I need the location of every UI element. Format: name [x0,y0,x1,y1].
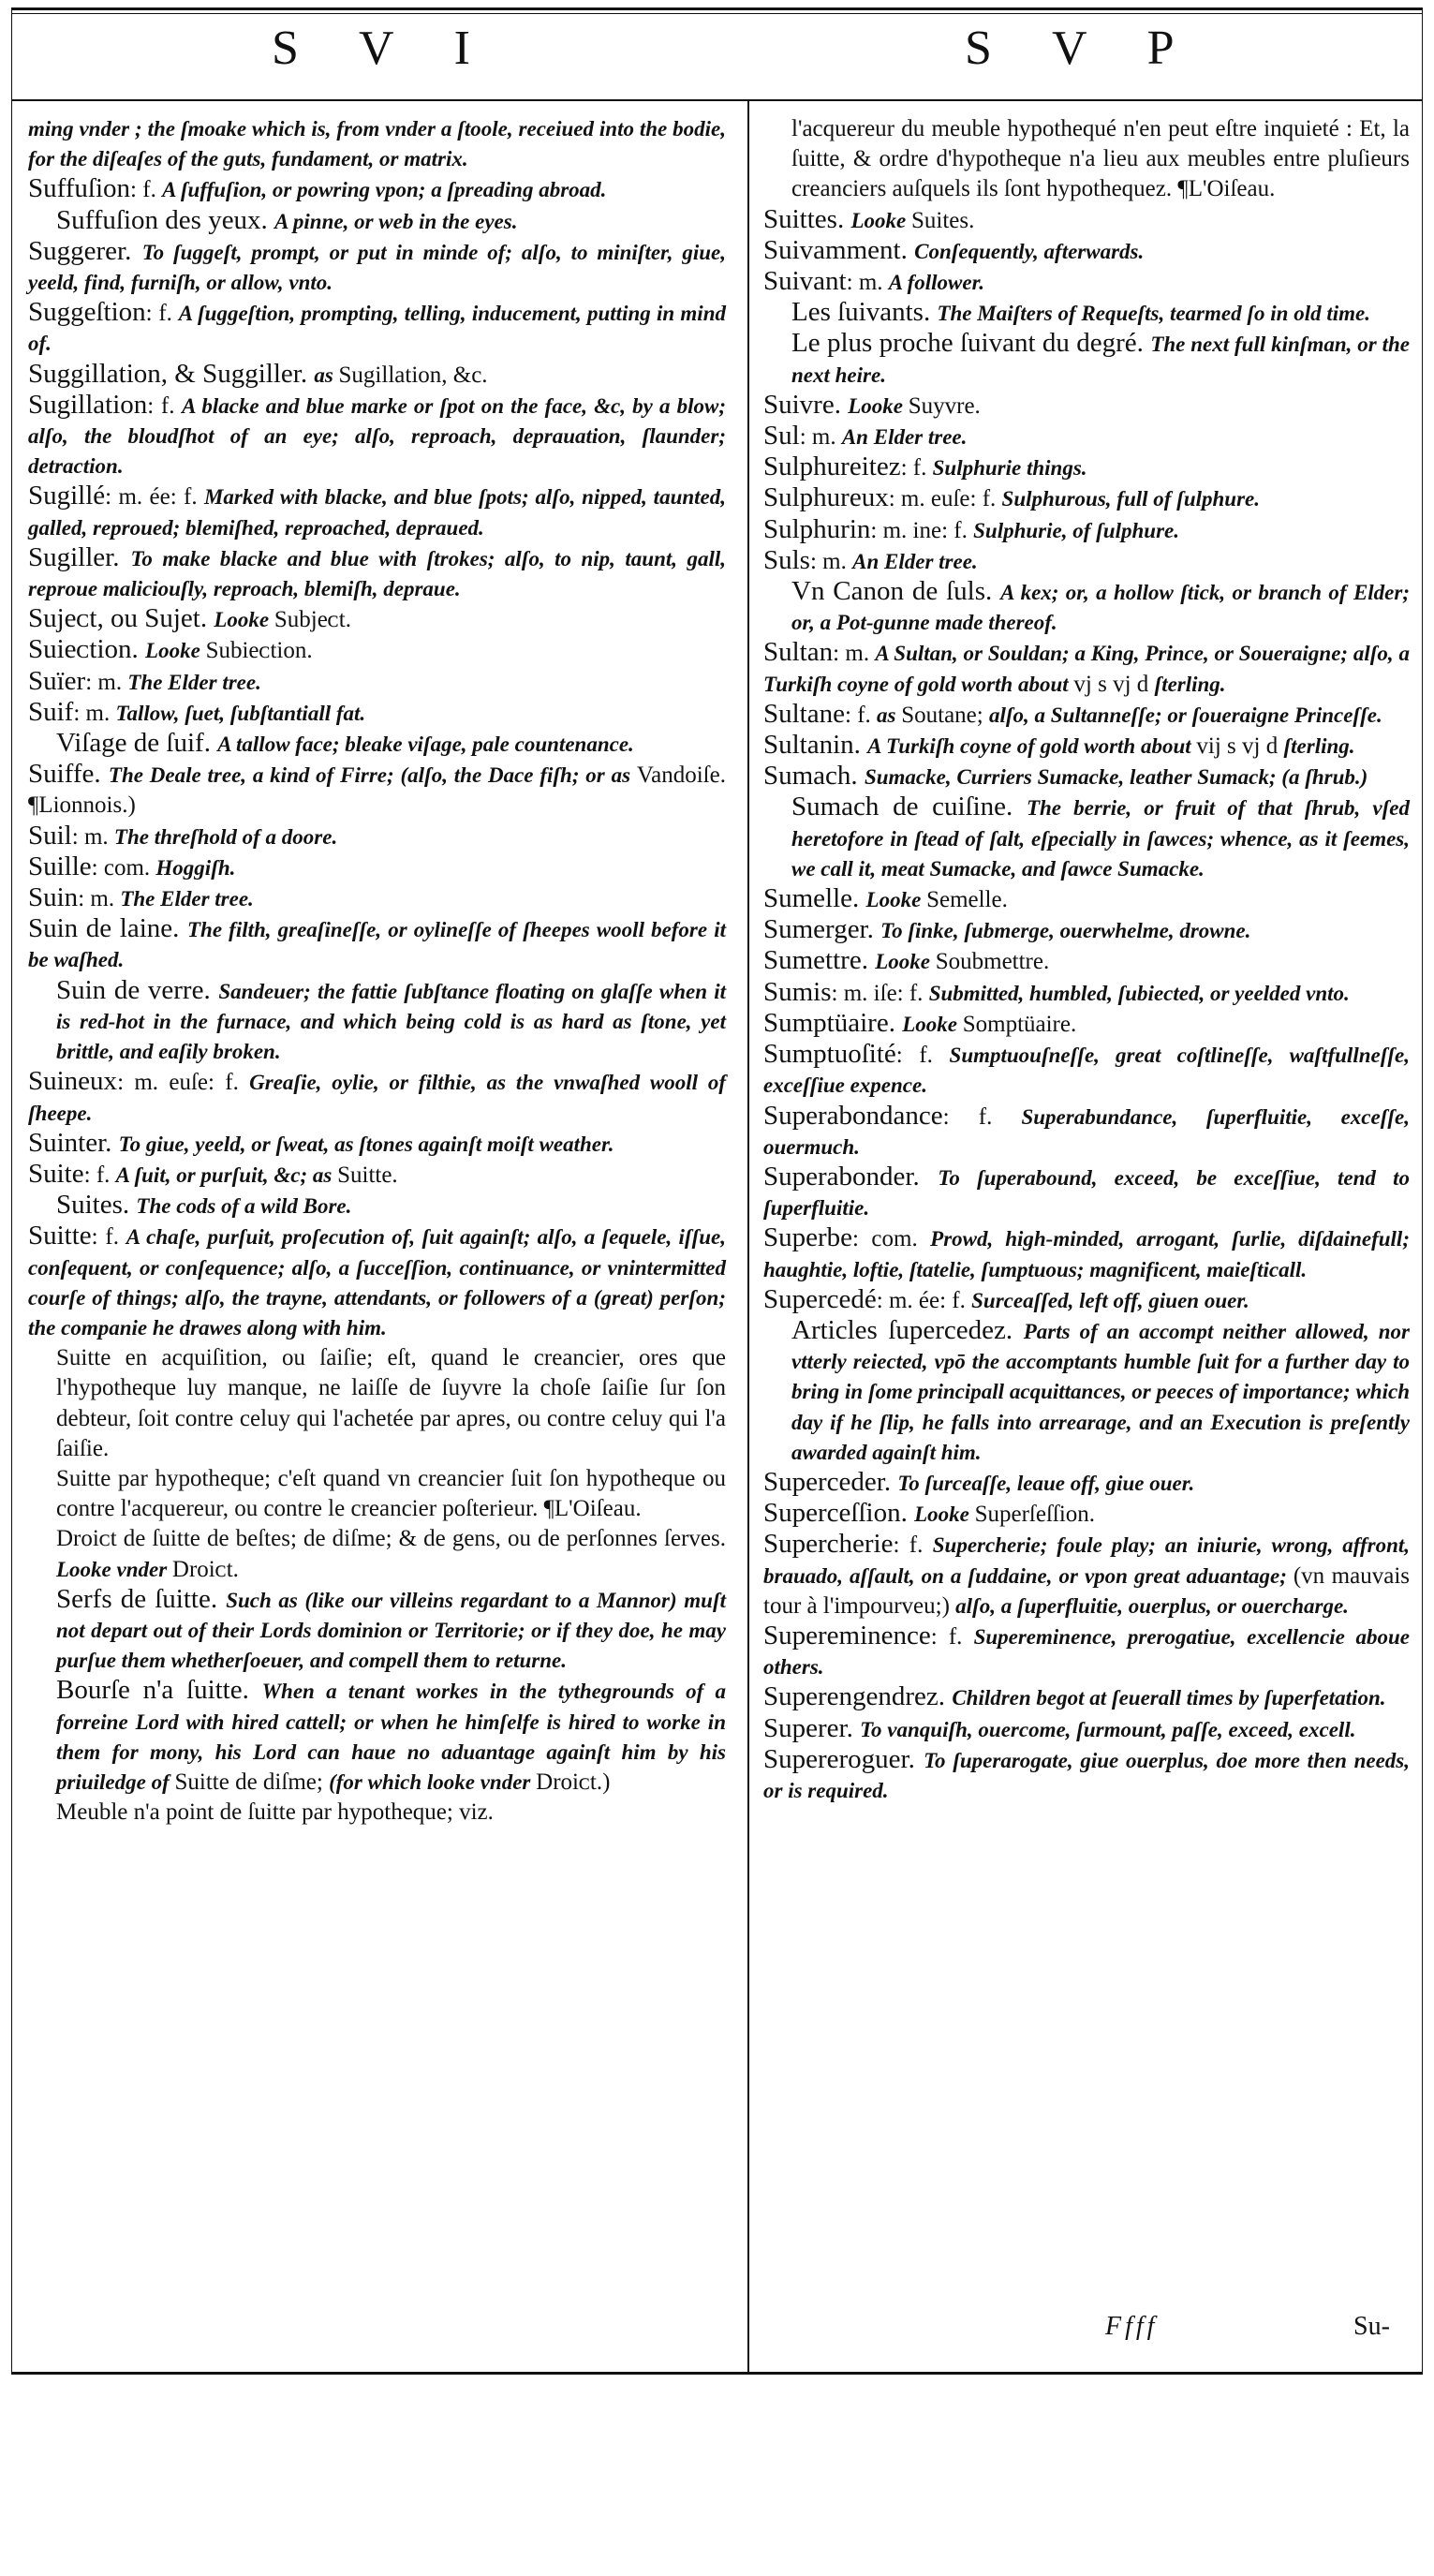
definition: Looke [865,888,927,912]
dictionary-entry [763,1682,1410,1713]
right-border [1422,7,1423,2372]
left-border [11,7,12,2372]
grammar-note: : m. [809,548,853,574]
definition: The Deale tree, a kind of Firre; (alſo, the Dace fiſh; or as [108,763,637,788]
definition: Looke [850,208,911,232]
definition: ſterling. [1283,734,1355,759]
french-text: Superſeſſion. [974,1502,1096,1528]
definition: To ſuperabound, exceed, be exceſſiue, tend to ſuperfluitie. [763,1165,1410,1221]
headword: Suites. [56,1190,137,1221]
dictionary-entry [28,174,726,205]
left-column [28,114,726,1828]
grammar-note: : f. [83,1162,116,1188]
headword: Sul [763,421,800,452]
headword: Sumptüaire. [763,1007,903,1038]
headword: Superabonder. [763,1161,939,1192]
definition: Sandeuer; the fattie ſubſtance floating on glaſſe when it is red-hot in the furnace, and which being cold is as hard as ſtone, yet brittle, and eaſily broken. [56,979,726,1064]
french-text: Sugillation, &c. [338,362,488,388]
headword: Suggeſtion [28,297,146,328]
definition: alſo, a Sultanneſſe; or ſoueraigne Princeſſe. [988,703,1382,727]
dictionary-entry [763,205,1410,236]
definition: A follower. [888,271,985,295]
definition: Supereminence, prerogatiue, excellencie aboue others. [763,1624,1410,1680]
definition: The threſhold of a doore. [113,824,338,849]
headword: Supercedé [763,1283,877,1314]
headword: Viſage de ſuif. [56,728,218,759]
headword: Suin de verre. [56,974,219,1005]
dictionary-entry [763,1316,1410,1468]
dictionary-entry [28,1343,726,1464]
definition: The next full kinſman, or the next heire. [791,333,1410,387]
dictionary-entry [763,114,1410,205]
definition: The Elder tree. [120,887,254,911]
right-column [763,114,1410,1806]
definition: A ſuggeſtion, prompting, telling, inducement, putting in mind of. [28,302,726,356]
definition: Sulphurie things. [932,456,1087,481]
grammar-note: : f. [900,455,933,481]
dictionary-entry [763,1223,1410,1284]
french-text: Suitte par hypotheque; c'eſt quand vn creancier ſuit ſon hypotheque ou contre l'acquereur, ou contre le creancier poſterieur. ¶L'Oiſeau. [56,1465,726,1522]
definition: A kex; or, a hollow ſtick, or branch of Elder; or, a Pot-gunne made thereof. [791,581,1410,635]
dictionary-entry [763,1162,1410,1223]
dictionary-entry [763,546,1410,577]
definition: ſterling. [1154,672,1226,696]
top-rule-thin [11,13,1423,14]
headword: Supereroguer. [763,1743,924,1774]
dictionary-entry [763,792,1410,884]
headword: Suiffe. [28,759,109,790]
french-text: Suitte. [337,1162,398,1188]
dictionary-entry [28,698,726,729]
french-text: Droiᴄt. [171,1556,239,1582]
definition: To make blacke and blue with ſtrokes; alſo, to nip, taunt, gall, reproue maliciouſly, reproach, blemiſh, depraue. [28,546,726,601]
definition: Such as (like our villeins regardant to a Mannor) muſt not depart out of their Lords dominion or Territorie; or if they doe, he may purſue them whetherſoeuer, and compell them to returne. [56,1588,727,1673]
dictionary-entry [763,483,1410,514]
definition: Looke [145,639,206,663]
headword: Sumettre. [763,945,876,976]
dictionary-entry [28,298,726,359]
definition: Looke [875,950,936,974]
definition: To vanquiſh, ouercome, ſurmount, paſſe, exceed, excell. [860,1717,1356,1741]
grammar-note: : m. [799,424,842,451]
definition: The berrie, or fruit of that ſhrub, vſed heretofore in ſtead of ſalt, eſpecially in ſawces; whence, as it ſeemes, we call it, meat Sumacke, and ſawce Sumacke. [791,796,1411,881]
dictionary-entry [763,1714,1410,1745]
headword: Sumerger. [763,914,881,945]
definition: as [314,363,339,387]
definition: ming vnder ; the ſmoake which is, from vnder a ſtoole, receiued into the bodie, for the diſeaſes of the guts, fundament, or matrix. [28,117,726,171]
dictionary-entry [28,237,726,298]
headword: Suls [763,544,810,575]
dictionary-entry [763,298,1410,329]
headword: Superceder. [763,1466,898,1497]
french-text: Meuble n'a point de ſuitte par hypotheque; viz. [56,1799,494,1826]
dictionary-entry [28,822,726,852]
definition: A ſuit, or purſuit, &c; as [115,1162,338,1187]
definition: A Turkiſh coyne of gold worth about [867,734,1197,759]
dictionary-entry [28,391,726,482]
dictionary-entry [763,1009,1410,1040]
french-text: Somptüaire. [962,1011,1077,1037]
french-text: Vandoiſe. ¶Lionnois.) [28,762,726,819]
dictionary-entry [763,1468,1410,1499]
signature-mark: Ffff [1105,2312,1159,2341]
definition: To ſuperarogate, giue ouerplus, doe more then needs, or is required. [763,1748,1410,1802]
headword: Sugiller. [28,541,131,572]
headword: Les ſuivants. [791,297,938,328]
dictionary-entry [28,667,726,698]
headword: Suieᴄtion. [28,634,146,665]
grammar-note: : m. ée: f. [105,484,204,511]
dictionary-entry [763,236,1410,267]
grammar-note: : m. [833,641,876,667]
french-text: Soutane; [901,702,989,728]
definition: Prowd, high-minded, arrogant, ſurlie, diſdainefull; haughtie, loftie, ſtatelie, ſumptuous; magnificent, maieſticall. [763,1227,1410,1281]
dictionary-entry [763,946,1410,977]
dictionary-entry [763,422,1410,452]
dictionary-entry [763,978,1410,1009]
definition: Parts of an accompt neither allowed, nor vtterly reiected, vpō the accomptants humble ſuit for a further day to bring in ſome principall acquittances, or peeces of importance; which day if he ſlip, he falls into arrearage, and an Execution is preſently awarded againſt him. [791,1319,1411,1464]
dictionary-entry [763,267,1410,298]
headword: Suivamment. [763,234,915,265]
dictionary-entry [28,1464,726,1524]
dictionary-entry [28,729,726,760]
headword: Sujeᴄt, ou Sujet. [28,603,214,634]
dictionary-entry [28,1160,726,1191]
headword: Suille [28,851,92,881]
headword: Le plus proche ſuivant du degré. [791,328,1151,359]
headword: Suin de laine. [28,913,187,944]
dictionary-entry [28,114,726,174]
french-text: Suitte de diſme; [174,1769,330,1795]
definition: Sulphurous, full of ſulphure. [1001,487,1261,511]
headword: Superceſſion. [763,1498,915,1529]
dictionary-entry [28,1067,726,1128]
running-head-left: S V I [272,22,495,75]
headword: Supereminence [763,1620,931,1651]
grammar-note: : m. iſe: f. [831,980,929,1006]
french-text: Droiᴄt.) [536,1769,611,1795]
headword: Sugillation [28,389,148,420]
definition: A blacke and blue marke or ſpot on the face, &c, by a blow; alſo, the bloudſhot of an eye; alſo, reproach, deprauation, ſlaunder; detraction. [28,393,726,479]
definition: A Sultan, or Souldan; a King, Prince, or Soueraigne; alſo, a Turkiſh coyne of gold worth about [763,642,1410,696]
headword: Suggillation, & Suggiller. [28,358,315,389]
headword: Suittes. [763,203,851,234]
headword: Sumach. [763,761,865,792]
dictionary-entry [28,1676,726,1798]
top-rule [11,7,1423,10]
grammar-note: : f. [845,702,878,728]
definition: Sumacke, Curriers Sumacke, leather Sumack; (a ſhrub.) [864,765,1368,790]
dictionary-entry [763,1530,1410,1621]
definition: Marked with blacke, and blue ſpots; alſo, nipped, taunted, galled, reproued; blemiſhed, reproached, depraued. [28,485,727,540]
grammar-note: : m. [78,886,121,912]
headword: Superabondance [763,1100,943,1131]
french-text: l'acquereur du meuble hypothequé n'en peut eſtre inquieté : Et, la ſuitte, & ordre d'hypotheque n'a lieu aux meubles entre pluſieurs creanciers auſquels ils ſont hypothequez. ¶L'Oiſeau. [791,116,1410,202]
headword: Suif [28,696,74,727]
dictionary-entry [28,604,726,635]
french-text: Suyvre. [908,392,981,419]
dictionary-entry [28,760,726,821]
headword: Sumptuoſité [763,1039,896,1070]
headword: Superengendrez. [763,1681,953,1712]
french-text: vij s vj d [1196,733,1284,760]
definition: An Elder tree. [852,549,978,573]
definition: Hoggiſh. [155,855,236,880]
dictionary-entry [763,1499,1410,1530]
headword: Vn Canon de ſuls. [791,576,1001,607]
grammar-note: : f. [145,301,179,327]
headword: Sulphureux [763,482,889,513]
headword: Sumis [763,976,832,1007]
grammar-note: : m. [85,669,128,695]
dictionary-entry [763,1102,1410,1162]
catchword: Su- [1353,2312,1390,2341]
grammar-note: : f. [91,1224,126,1251]
dictionary-entry [28,206,726,237]
grammar-note: : m. [846,270,889,296]
dictionary-entry [28,976,726,1068]
french-text: Subieᴄtion. [205,638,313,664]
definition: Conſequently, afterwards. [914,239,1145,263]
definition: The Maiſters of Requeſts, tearmed ſo in old time. [937,302,1370,326]
grammar-note: : f. [942,1103,1022,1130]
definition: (for which looke vnder [329,1769,537,1794]
dictionary-entry [763,762,1410,792]
headword: Suïer [28,665,86,696]
dictionary-entry [763,731,1410,762]
headword: Suivre. [763,389,849,420]
definition: Looke [214,608,274,632]
definition: Sulphurie, of ſulphure. [973,518,1179,542]
dictionary-entry [763,1040,1410,1101]
headword: Articles ſupercedez. [791,1314,1024,1345]
headword: Sulphurin [763,513,871,544]
definition: A chaſe, purſuit, proſecution of, ſuit againſt; alſo, a ſequele, iſſue, conſequent, or conſequence; alſo, a ſucceſſion, continuance, or vnintermitted courſe of things; alſo, the trayne, attendants, or followers of a (great) perſon; the companie he drawes along with him. [28,1225,726,1340]
grammar-note: : m. euſe: f. [888,486,1002,512]
dictionary-entry [763,1285,1410,1316]
definition: alſo, a ſuperfluitie, ouerplus, or ouercharge. [955,1593,1349,1618]
dictionary-entry [763,1745,1410,1806]
grammar-note: : m. [73,700,116,726]
grammar-note: : com. [91,854,156,881]
headword: Suil [28,820,72,851]
definition: A pinne, or web in the eyes. [274,209,518,233]
definition: Supercherie; foule play; an iniurie, wrong, affront, brauado, aſſault, on a ſuddaine, or vpon great aduantage; [763,1533,1410,1588]
definition: Looke [848,393,909,418]
definition: Surceaſſed, left off, giuen ouer. [971,1288,1249,1312]
dictionary-entry [28,1129,726,1160]
running-head-right: S V P [965,22,1199,75]
definition: To ſinke, ſubmerge, ouerwhelme, drowne. [880,919,1251,943]
dictionary-entry [28,360,726,391]
grammar-note: : f. [930,1623,974,1650]
headword: Suffuſion des yeux. [56,204,275,235]
grammar-note: : f. [893,1532,933,1559]
headword: Suinter. [28,1127,119,1158]
grammar-note: : f. [130,177,163,203]
french-text: Suitte en acquiſition, ou ſaiſie; eſt, quand le creancier, ores que l'hypotheque luy manque, ne laiſſe de ſuyvre la choſe ſaiſie ſur ſon debteur, ſoit contre celuy qui l'achetée par apres, ou contre celuy qui l'a ſaiſie. [56,1345,726,1461]
headword: Superbe [763,1222,853,1253]
definition: as [877,703,902,727]
definition: Superabundance, ſuperfluitie, exceſſe, ouermuch. [763,1104,1410,1159]
dictionary-entry [28,883,726,914]
definition: Looke vnder [56,1557,172,1581]
french-text: vj s vj d [1073,671,1155,697]
dictionary-entry [28,1191,726,1221]
headword: Suite [28,1158,84,1189]
headword: Superer. [763,1712,861,1743]
headword: Supercherie [763,1529,894,1560]
bottom-rule [11,2372,1423,2375]
grammar-note: : m. ine: f. [870,517,974,543]
headword: Suggerer. [28,235,142,266]
french-text: Droiᴄt de ſuitte de beſtes; de diſme; & de gens, ou de perſonnes ſerves. [56,1526,726,1552]
definition: Sumptuouſneſſe, great coſtlineſſe, waſtfullneſſe, exceſſiue expence. [763,1044,1410,1098]
header-rule [11,99,1423,101]
grammar-note: : m. ée: f. [876,1287,972,1313]
definition: To ſuggeſt, prompt, or put in minde of; alſo, to miniſter, giue, yeeld, find, furniſh, or allow, vnto. [28,240,726,295]
headword: Sugillé [28,481,106,511]
definition: The filth, greaſineſſe, or oylineſſe of ſheepes wooll before it be waſhed. [28,918,726,972]
definition: Tallow, ſuet, ſubſtantiall fat. [115,701,366,725]
dictionary-entry [28,1585,726,1677]
dictionary-entry [28,481,726,542]
dictionary-entry [763,391,1410,422]
headword: Sulphureitez [763,452,901,482]
dictionary-entry [28,1221,726,1343]
definition: Children begot at ſeuerall times by ſuperfetation. [952,1686,1386,1710]
definition: To ſurceaſſe, leaue off, giue ouer. [897,1471,1195,1495]
headword: Bourſe n'a ſuitte. [56,1675,262,1706]
dictionary-entry [28,1798,726,1828]
definition: To giue, yeeld, or ſweat, as ſtones againſt moiſt weather. [118,1132,614,1156]
dictionary-entry [28,635,726,666]
dictionary-entry [28,543,726,604]
definition: The Elder tree. [127,670,261,694]
french-text: Subjeᴄt. [273,607,351,633]
definition: The cods of a wild Bore. [136,1194,352,1219]
grammar-note: : f. [147,392,183,419]
grammar-note: : m. [71,823,114,850]
dictionary-entry [763,700,1410,731]
headword: Suffuſion [28,173,131,204]
french-text: Semelle. [926,887,1008,913]
french-text: (vn mauvais tour à l'impourveu;) [763,1562,1410,1619]
headword: Sultanin. [763,730,868,761]
definition: A ſuffuſion, or powring vpon; a ſpreading abroad. [162,178,607,202]
headword: Sumach de cuiſine. [791,792,1027,822]
column-divider [747,99,749,2372]
dictionary-entry [763,884,1410,915]
dictionary-entry [763,577,1410,638]
dictionary-entry [763,915,1410,946]
definition: A tallow face; bleake viſage, pale countenance. [217,733,634,757]
dictionary-entry [28,914,726,975]
headword: Sultane [763,698,845,729]
headword: Sultan [763,637,834,668]
headword: Suineux [28,1066,118,1097]
definition: When a tenant workes in the tythegrounds of a forreine Lord with hired cattell; or when he himſelfe is hired to worke in them for mony, his Lord can haue no aduantage againſt him by his priuiledge of [56,1680,726,1794]
definition: Greaſie, oylie, or filthie, as the vnwaſhed wooll of ſheepe. [28,1071,726,1125]
dictionary-entry [28,852,726,883]
dictionary-entry [763,638,1410,699]
grammar-note: : com. [852,1226,931,1252]
headword: Serfs de ſuitte. [56,1583,227,1614]
definition: Looke [914,1503,975,1527]
french-text: Suites. [910,207,975,233]
headword: Sumelle. [763,883,866,914]
headword: Suin [28,882,79,913]
headword: Suitte [28,1221,92,1251]
dictionary-entry [763,329,1410,390]
definition: An Elder tree. [841,425,968,450]
dictionary-entry [28,1524,726,1584]
definition: Looke [902,1012,963,1036]
dictionary-entry [763,1621,1410,1682]
grammar-note: : f. [895,1043,950,1069]
headword: Suivant [763,266,847,297]
dictionary-entry [763,515,1410,546]
definition: Submitted, humbled, ſubiected, or yeelded vnto. [928,981,1350,1005]
french-text: Soubmettre. [935,949,1050,975]
grammar-note: : m. euſe: f. [117,1070,250,1096]
dictionary-entry [763,452,1410,483]
